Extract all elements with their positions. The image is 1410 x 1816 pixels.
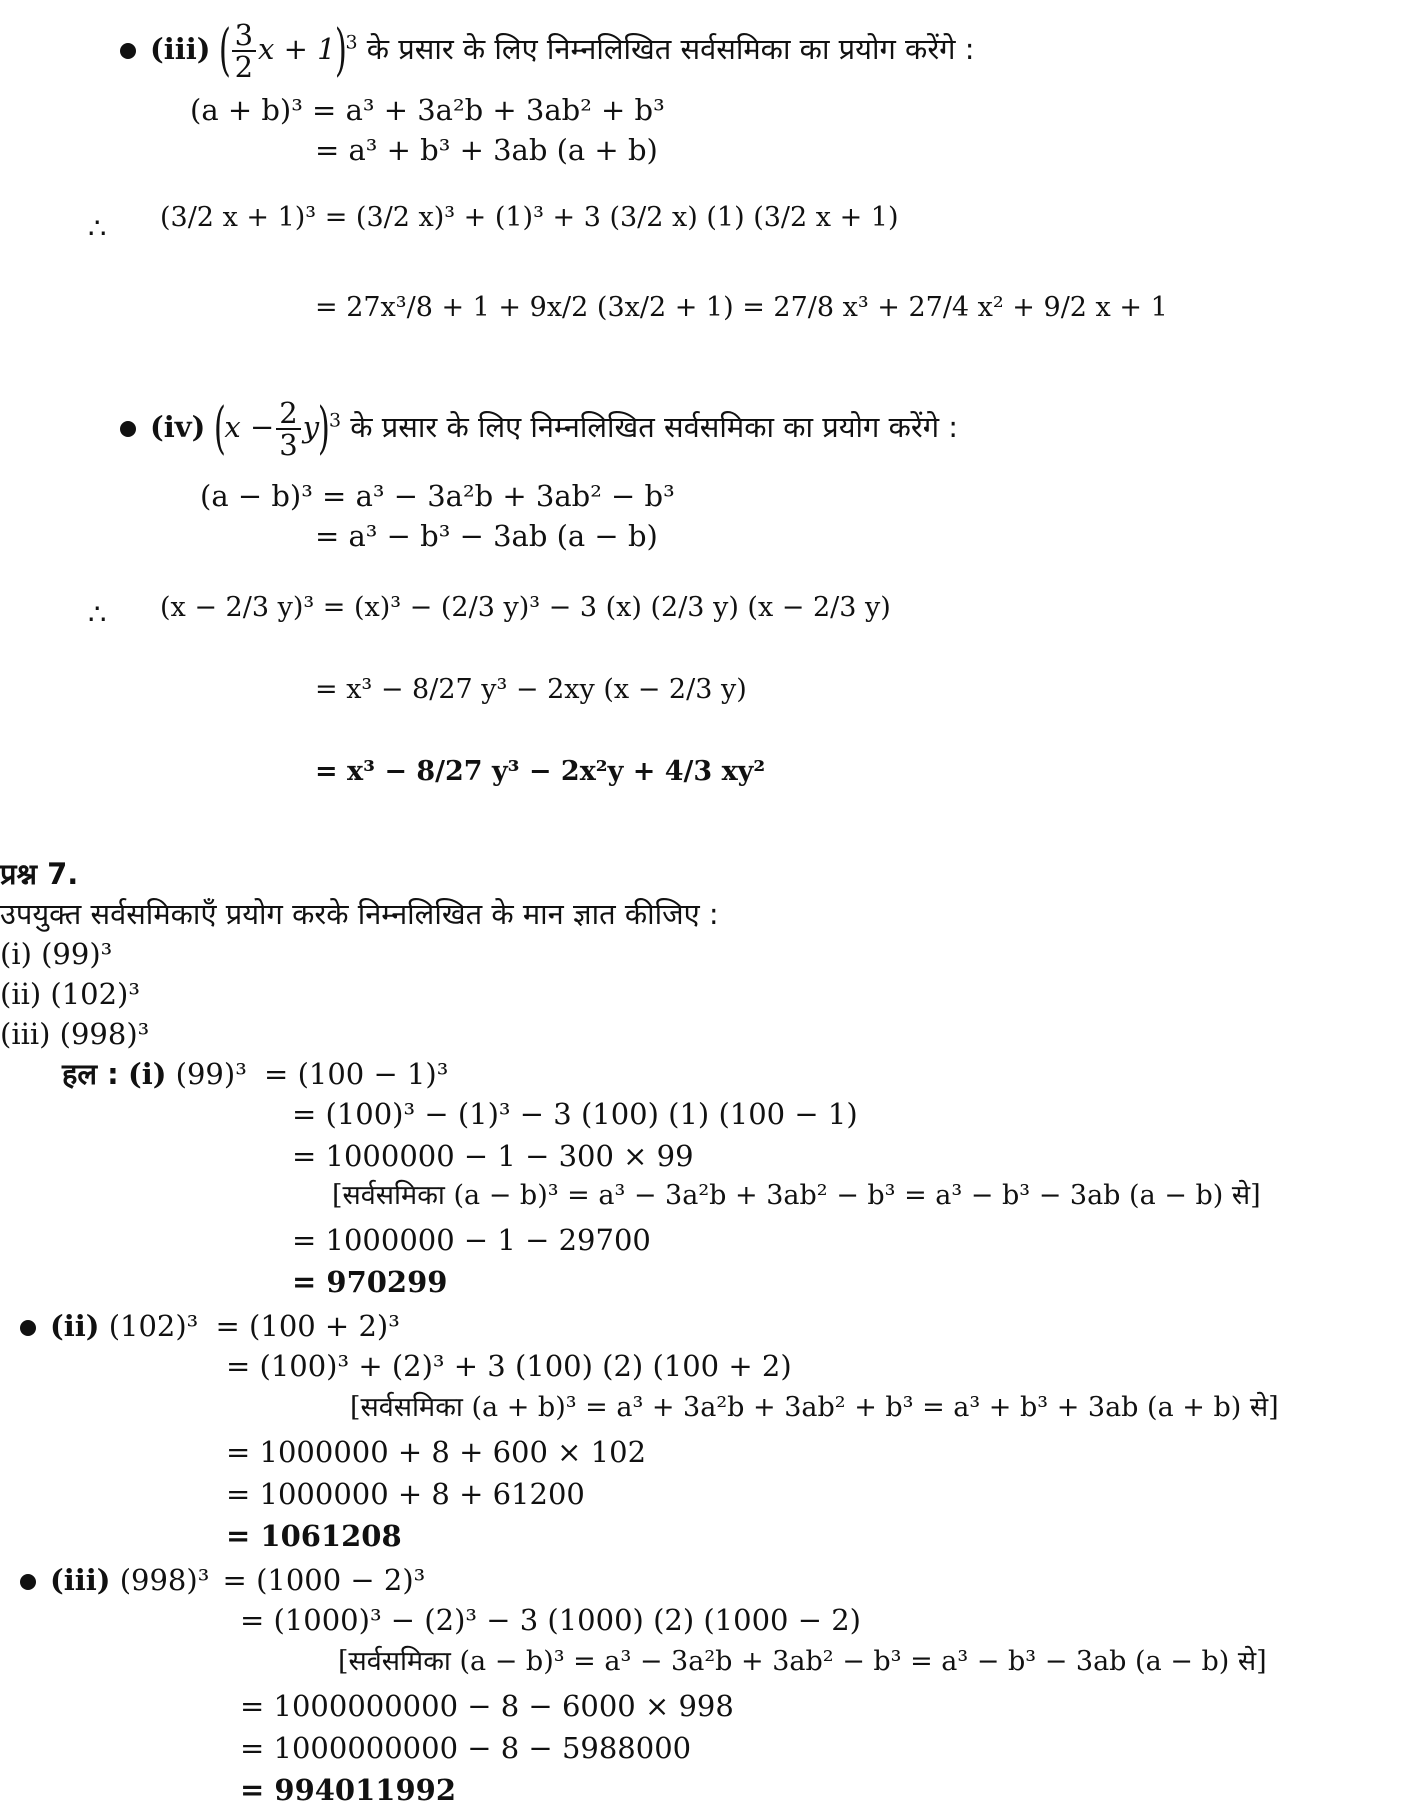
solution-line: = (100)³ − (1)³ − 3 (100) (1) (100 − 1): [292, 1097, 858, 1131]
solution-line: = 1000000 + 8 + 600 × 102: [226, 1435, 647, 1469]
bullet-icon: [120, 43, 136, 59]
part-label: (iii): [150, 32, 211, 66]
expansion-step: = 27x³/8 + 1 + 9x/2 (3x/2 + 1) = 27/8 x³ + 27/4 x² + 9/2 x + 1: [315, 292, 1168, 323]
solution-line: = 1000000000 − 8 − 5988000: [240, 1731, 692, 1765]
solution-line: = 1000000000 − 8 − 6000 × 998: [240, 1689, 734, 1723]
expansion-step: (x − 2/3 y)³ = (x)³ − (2/3 y)³ − 3 (x) (2/3 y) (x − 2/3 y): [160, 592, 891, 623]
solution-iii-head: (iii) (998)³ = (1000 − 2)³: [20, 1562, 425, 1598]
identity-note: [सर्वसमिका (a − b)³ = a³ − 3a²b + 3ab² − b³ = a³ − b³ − 3ab (a − b) से]: [338, 1646, 1267, 1677]
part-iv-text: के प्रसार के लिए निम्नलिखित सर्वसमिका का प्रयोग करेंगे :: [350, 410, 959, 444]
solution-label: हल :: [62, 1057, 119, 1091]
identity-note: [सर्वसमिका (a + b)³ = a³ + 3a²b + 3ab² + b³ = a³ + b³ + 3ab (a + b) से]: [350, 1392, 1279, 1423]
solution-line: = 1000000 − 1 − 29700: [292, 1223, 651, 1257]
fraction: $\frac{3}{2}$: [232, 20, 256, 82]
solution-line: = (100)³ + (2)³ + 3 (100) (2) (100 + 2): [226, 1349, 792, 1383]
part-label: (iv): [150, 410, 206, 444]
identity-line: (a − b)³ = a³ − 3a²b + 3ab² − b³: [200, 479, 675, 513]
bullet-icon: [20, 1574, 36, 1590]
identity-note: [सर्वसमिका (a − b)³ = a³ − 3a²b + 3ab² − b³ = a³ − b³ − 3ab (a − b) से]: [332, 1180, 1261, 1211]
solution-line: = 1000000 + 8 + 61200: [226, 1477, 585, 1511]
question-item: (ii) (102)³: [0, 977, 141, 1011]
part-iv-heading: (iv) (x − $\frac{2}{3}$ y)$^3$ के प्रसार के लिए निम्नलिखित सर्वसमिका का प्रयोग करेंगे :: [120, 398, 958, 460]
part-iii-text: के प्रसार के लिए निम्नलिखित सर्वसमिका का प्रयोग करेंगे :: [366, 32, 975, 66]
solution-line: = 1000000 − 1 − 300 × 99: [292, 1139, 694, 1173]
question-heading: प्रश्न 7.: [0, 857, 79, 891]
bullet-icon: [120, 421, 136, 437]
identity-line: = a³ − b³ − 3ab (a − b): [315, 519, 658, 553]
identity-line: = a³ + b³ + 3ab (a + b): [315, 133, 658, 167]
question-prompt: उपयुक्त सर्वसमिकाएँ प्रयोग करके निम्नलिखित के मान ज्ञात कीजिए :: [0, 897, 719, 931]
expansion-result: = x³ − 8/27 y³ − 2x²y + 4/3 xy²: [315, 756, 766, 787]
question-item: (i) (99)³: [0, 937, 113, 971]
solution-ii-head: (ii) (102)³ = (100 + 2)³: [20, 1308, 400, 1344]
therefore-symbol: ∴: [88, 211, 107, 245]
expansion-step: = x³ − 8/27 y³ − 2xy (x − 2/3 y): [315, 674, 747, 705]
part-iii-heading: (iii) ( $\frac{3}{2}$ x + 1)$^3$ के प्रसार के लिए निम्नलिखित सर्वसमिका का प्रयोग करेंगे :: [120, 20, 975, 82]
solution-line: = (1000)³ − (2)³ − 3 (1000) (2) (1000 − 2): [240, 1603, 861, 1637]
solution-answer: = 970299: [292, 1265, 448, 1299]
solution-answer: = 994011992: [240, 1773, 456, 1807]
identity-line: (a + b)³ = a³ + 3a²b + 3ab² + b³: [190, 93, 665, 127]
solution-i-head: हल : (i) (99)³ = (100 − 1)³: [62, 1057, 449, 1091]
solution-answer: = 1061208: [226, 1519, 402, 1553]
bullet-icon: [20, 1320, 36, 1336]
question-item: (iii) (998)³: [0, 1017, 150, 1051]
expansion-step: (3/2 x + 1)³ = (3/2 x)³ + (1)³ + 3 (3/2 x) (1) (3/2 x + 1): [160, 202, 899, 233]
therefore-symbol: ∴: [88, 597, 107, 631]
